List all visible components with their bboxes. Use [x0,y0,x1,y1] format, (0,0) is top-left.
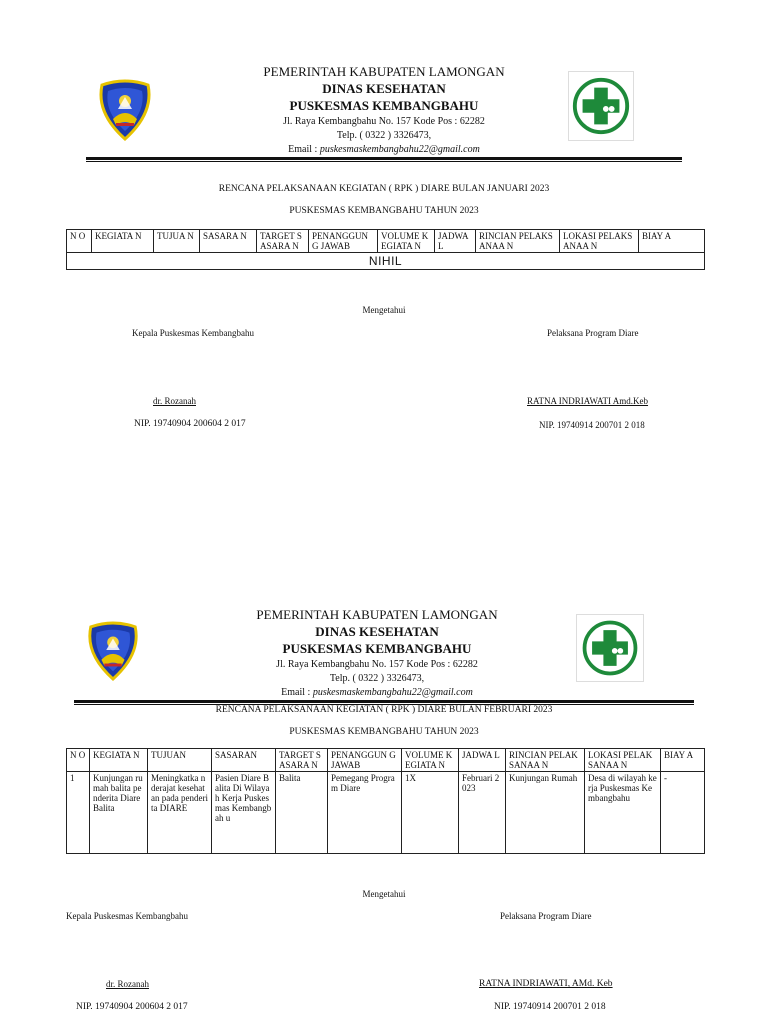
letterhead-agency: DINAS KESEHATAN [322,81,446,96]
cell-no: 1 [67,772,90,854]
letterhead-rule-thin [86,161,682,162]
doc1-right-signer-title: Pelaksana Program Diare [547,328,639,338]
letterhead-address: Jl. Raya Kembangbahu No. 157 Kode Pos : 62282 [276,659,478,670]
doc1-left-signer-nip: NIP. 19740904 200604 2 017 [134,419,246,429]
col-penanggung-jawab: PENANGGUN G JAWAB [309,230,378,253]
col-kegiatan: KEGIATA N [92,230,154,253]
col-kegiatan: KEGIATA N [90,749,148,772]
email-value[interactable]: puskesmaskembangbahu22@gmail.com [312,687,473,698]
letterhead-phone: Telp. ( 0322 ) 3326473, [329,673,425,684]
col-no: N O [67,749,90,772]
letterhead-rule-thick [74,700,694,703]
letterhead-puskesmas: PUSKESMAS KEMBANGBAHU [282,641,472,656]
cell-rincian: Kunjungan Rumah [506,772,585,854]
cell-biaya: - [661,772,705,854]
lamongan-regency-logo [96,79,154,141]
col-jadwal: JADWA L [435,230,476,253]
doc2-left-signer-nip: NIP. 19740904 200604 2 017 [76,1002,188,1012]
col-lokasi: LOKASI PELAKSANAA N [560,230,639,253]
doc2-right-signer-name: RATNA INDRIAWATI, AMd. Keb [479,979,613,989]
doc2-right-signer-title: Pelaksana Program Diare [500,911,592,921]
doc2-title: RENCANA PELAKSANAAN KEGIATAN ( RPK ) DIARE BULAN FEBRUARI 2023 [215,705,553,715]
email-value[interactable]: puskesmaskembangbahu22@gmail.com [319,144,480,155]
col-tujuan: TUJUAN [148,749,212,772]
col-no: N O [67,230,92,253]
puskesmas-logo [568,71,634,141]
doc2-left-signer-name: dr. Rozanah [106,979,149,989]
table-row [67,772,705,854]
table-row [67,253,705,270]
letterhead-phone: Telp. ( 0322 ) 3326473, [336,130,432,141]
email-label: Email : [288,144,318,155]
col-rincian: RINCIAN PELAKSANAA N [476,230,560,253]
puskesmas-logo [576,614,644,682]
col-sasaran: SASARAN [212,749,276,772]
doc1-subtitle: PUSKESMAS KEMBANGBAHU TAHUN 2023 [289,206,479,216]
nihil-cell: NIHIL [67,253,705,270]
col-biaya: BIAY A [639,230,705,253]
cell-penanggung-jawab: Pemegang Program Diare [328,772,402,854]
doc2-subtitle: PUSKESMAS KEMBANGBAHU TAHUN 2023 [289,727,479,737]
doc1-right-signer-name: RATNA INDRIAWATI Amd.Keb [527,396,649,406]
cell-target: Balita [276,772,328,854]
doc1-rpk-table [66,229,705,270]
letterhead-email [208,144,560,155]
doc1-table-header-row [67,230,705,253]
doc2-rpk-table [66,748,705,854]
doc2-mengetahui: Mengetahui [362,889,406,899]
col-target: TARGET SASARA N [276,749,328,772]
doc2-left-signer-title: Kepala Puskesmas Kembangbahu [66,911,188,921]
lamongan-regency-logo [85,620,141,682]
col-jadwal: JADWA L [459,749,506,772]
letterhead-agency: DINAS KESEHATAN [315,624,439,639]
col-biaya: BIAY A [661,749,705,772]
cell-sasaran: Pasien Diare Balita Di Wilayah Kerja Puskesmas Kembangbah u [212,772,276,854]
col-lokasi: LOKASI PELAKSANAA N [585,749,661,772]
email-label: Email : [281,687,311,698]
letterhead-government: PEMERINTAH KABUPATEN LAMONGAN [263,64,505,79]
col-penanggung-jawab: PENANGGUN G JAWAB [328,749,402,772]
letterhead-rule-thick [86,157,682,160]
letterhead-address: Jl. Raya Kembangbahu No. 157 Kode Pos : 62282 [283,116,485,127]
cell-volume: 1X [402,772,459,854]
doc2-table-header-row [67,749,705,772]
doc2-right-signer-nip: NIP. 19740914 200701 2 018 [494,1002,606,1012]
col-tujuan: TUJUA N [154,230,200,253]
cell-kegiatan: Kunjungan rumah balita penderita Diare Balita [90,772,148,854]
doc1-left-signer-title: Kepala Puskesmas Kembangbahu [132,328,254,338]
col-volume: VOLUME KEGIATA N [402,749,459,772]
doc1-right-signer-nip: NIP. 19740914 200701 2 018 [539,420,645,430]
doc1-title: RENCANA PELAKSANAAN KEGIATAN ( RPK ) DIARE BULAN JANUARI 2023 [218,184,550,194]
cell-lokasi: Desa di wilayah kerja Puskesmas Kembangbahu [585,772,661,854]
letterhead-puskesmas: PUSKESMAS KEMBANGBAHU [289,98,479,113]
doc1-left-signer-name: dr. Rozanah [153,396,196,406]
letterhead-email [201,687,553,698]
col-target: TARGET SASARA N [257,230,309,253]
col-volume: VOLUME KEGIATA N [378,230,435,253]
letterhead-government: PEMERINTAH KABUPATEN LAMONGAN [256,607,498,622]
doc1-mengetahui: Mengetahui [362,305,406,315]
cell-tujuan: Meningkatka n derajat kesehatan pada penderita DIARE [148,772,212,854]
cell-jadwal: Februari 2023 [459,772,506,854]
col-rincian: RINCIAN PELAKSANAA N [506,749,585,772]
col-sasaran: SASARA N [200,230,257,253]
